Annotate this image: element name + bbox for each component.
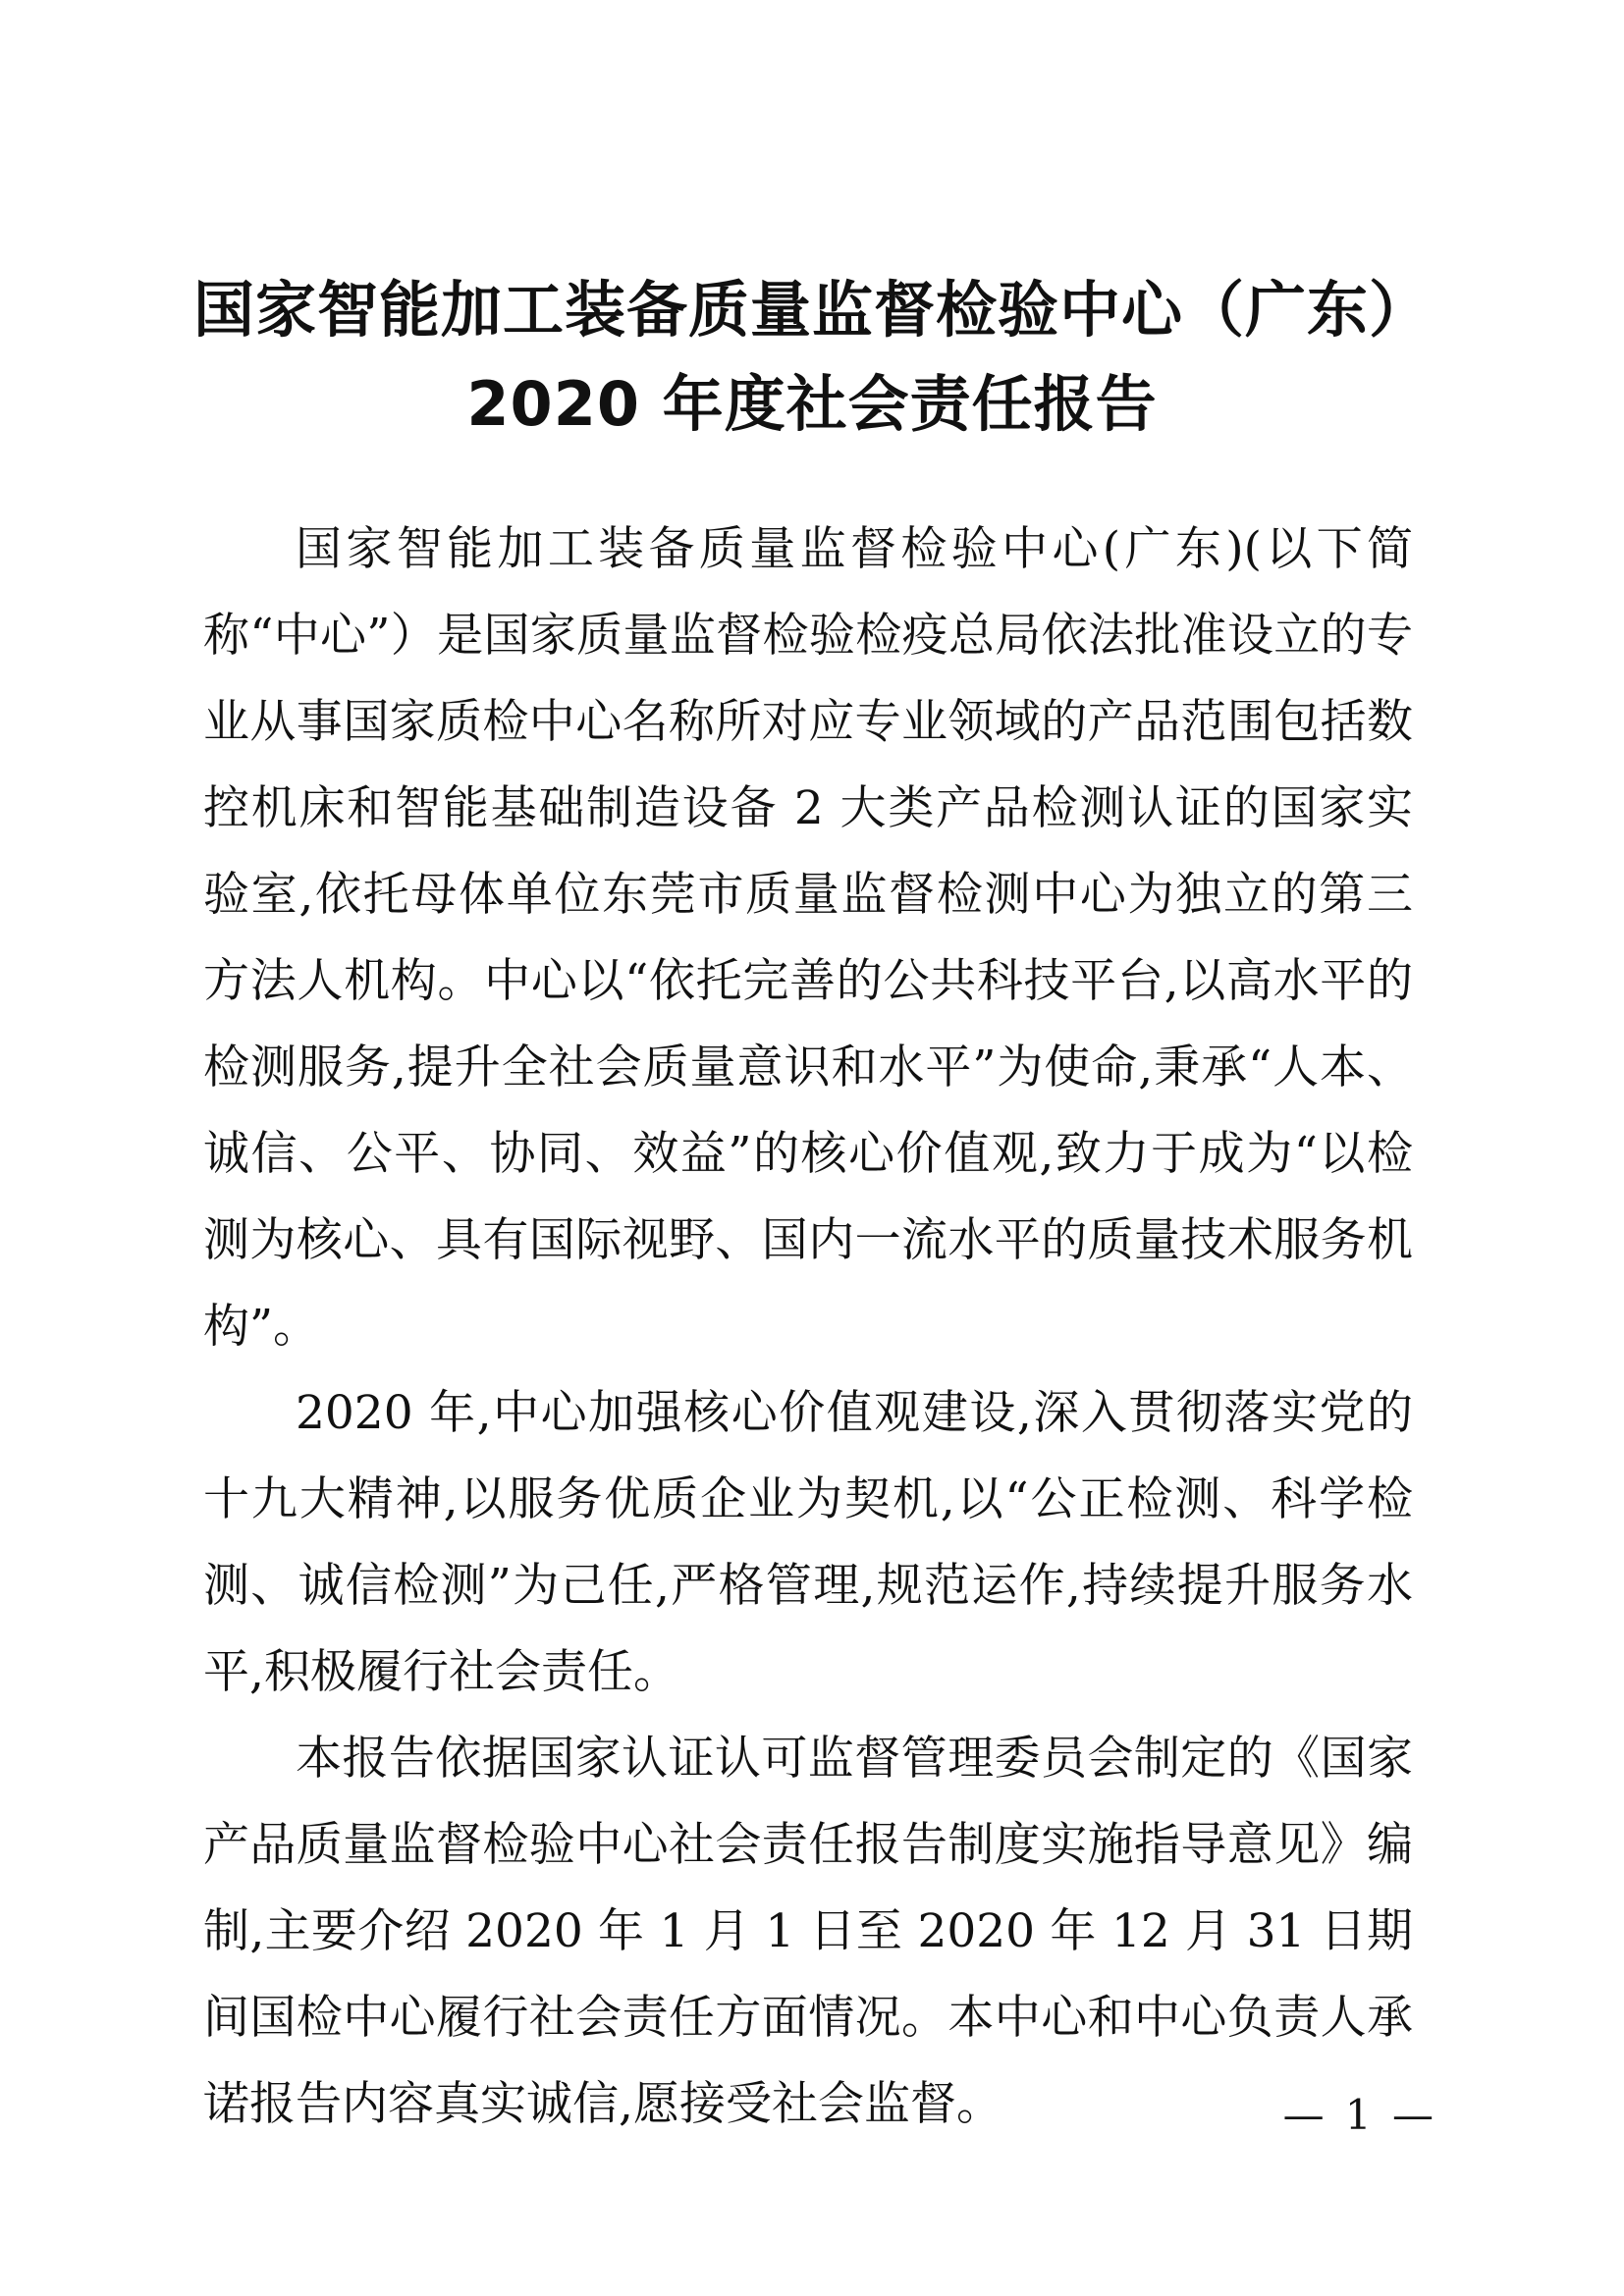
paragraph-2020-summary: 2020 年,中心加强核心价值观建设,深入贯彻落实党的十九大精神,以服务优质企业为契机,以“公正检测、科学检测、诚信检测”为己任,严格管理,规范运作,持续提升服务水平,积极履行社会责任。 [203,1386,1413,1699]
title-line-2: 2020 年度社会责任报告 [466,368,1158,440]
paragraph-introduction: 国家智能加工装备质量监督检验中心(广东)(以下简称“中心”）是国家质量监督检验检疫总局依法批准设立的专业从事国家质检中心名称所对应专业领域的产品范围包括数控机床和智能基础制造设备 2 大类产品检测认证的国家实验室,依托母体单位东莞市质量监督检测中心为独立的第三方法人机构。中心以“依托完善的公共科技平台,以高水平的检测服务,提升全社会质量意识和水平”为使命,秉承“人本、诚信、公平、协同、效益”的核心价值观,致力于成为“以检测为核心、具有国际视野、国内一流水平的质量技术服务机构”。 [203,522,1413,1354]
document-body [203,507,1413,2148]
page-number: — 1 — [1282,2091,1437,2139]
paragraph-report-basis: 本报告依据国家认证认可监督管理委员会制定的《国家产品质量监督检验中心社会责任报告制度实施指导意见》编制,主要介绍 2020 年 1 月 1 日至 2020 年 12 月 31 日期间国检中心履行社会责任方面情况。本中心和中心负责人承诺报告内容真实诚信,愿接受社会监督。 [203,1732,1413,2131]
document-title [177,263,1447,452]
title-line-1: 国家智能加工装备质量监督检验中心（广东） [192,274,1431,346]
